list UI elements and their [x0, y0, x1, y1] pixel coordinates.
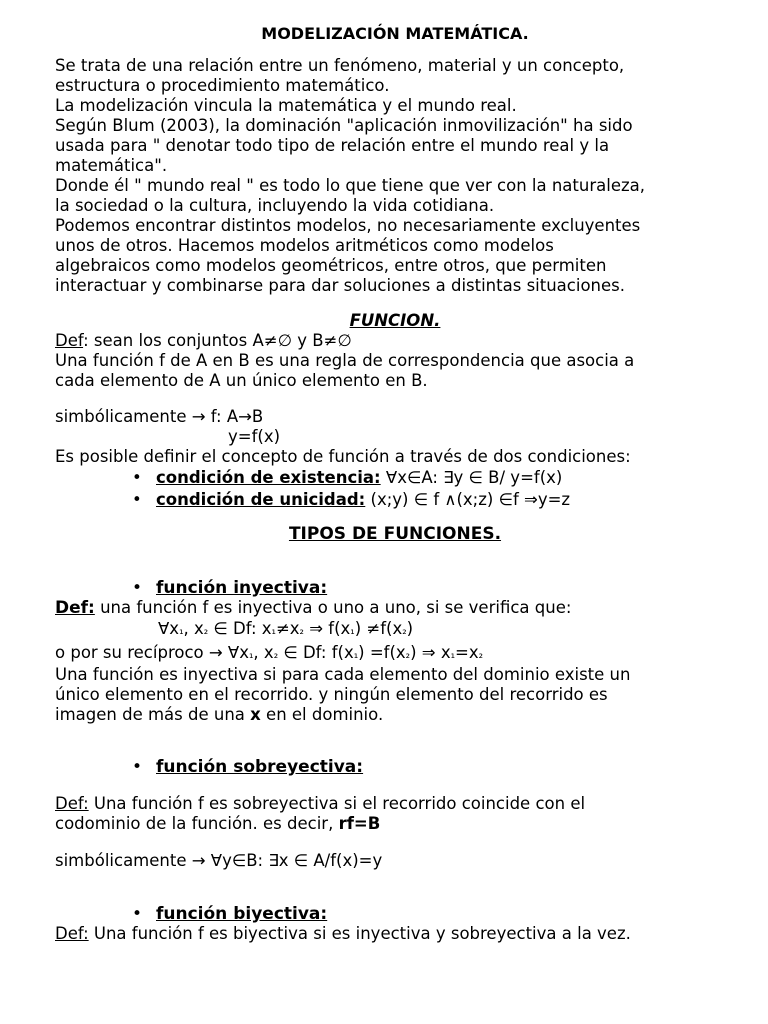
- formula-part: , x: [183, 619, 204, 638]
- text-part: imagen de más de una: [55, 705, 251, 724]
- text-part: codominio de la función. es decir,: [55, 814, 339, 833]
- text-part: en el dominio.: [260, 705, 384, 724]
- condition-item: [55, 490, 735, 510]
- sobreyectiva-line: [55, 814, 735, 834]
- tipos-heading: [55, 524, 735, 544]
- bullet-icon: •: [132, 757, 143, 777]
- funcion-heading-text: FUNCION.: [349, 311, 441, 330]
- sobreyectiva-title: [55, 757, 735, 777]
- intro-line: Podemos encontrar distintos modelos, no necesariamente excluyentes: [55, 216, 641, 235]
- intro-line: usada para " denotar todo tipo de relación entre el mundo real y la: [55, 136, 610, 155]
- intro-line: Según Blum (2003), la dominación "aplicación inmovilización" ha sido: [55, 116, 633, 135]
- formula-subscript: ₁: [350, 624, 355, 637]
- tipos-heading-text: TIPOS DE FUNCIONES.: [288, 524, 502, 544]
- def-label: Def:: [55, 924, 89, 943]
- intro-line: algebraicos como modelos geométricos, entre otros, que permiten: [55, 256, 607, 275]
- funcion-line: cada elemento de A un único elemento en B.: [55, 371, 428, 390]
- formula-part: ⇒ f(x: [303, 619, 351, 638]
- condition-formula: (x;y) ∈ f ∧(x;z) ∈f ⇒y=z: [365, 490, 571, 509]
- simbolicamente-line: simbólicamente → f: A→B: [55, 407, 264, 426]
- bold-formula: rf=B: [338, 814, 381, 833]
- biyectiva-title: [55, 904, 735, 924]
- condition-label: condición de unicidad:: [156, 490, 366, 509]
- condiciones-intro: Es posible definir el concepto de función a través de dos condiciones:: [55, 447, 631, 466]
- inyectiva-title-text: función inyectiva:: [156, 578, 328, 598]
- bullet-icon: •: [132, 904, 143, 924]
- formula-part: ) ⇒ x: [410, 643, 451, 662]
- formula-part: ∀x: [158, 619, 180, 638]
- funcion-line: Una función f de A en B es una regla de correspondencia que asocia a: [55, 351, 635, 370]
- formula-part: ) =f(x: [358, 643, 406, 662]
- intro-line: Donde él " mundo real " es todo lo que tiene que ver con la naturaleza,: [55, 176, 645, 195]
- sobreyectiva-def: [55, 794, 735, 814]
- def-text: Una función f es biyectiva si es inyectiva y sobreyectiva a la vez.: [88, 924, 631, 943]
- formula-part: =x: [455, 643, 479, 662]
- formula-subscript: ₁: [249, 648, 254, 661]
- formula-part: , x: [253, 643, 274, 662]
- inyectiva-text: [55, 705, 735, 725]
- document-page: [55, 24, 735, 944]
- intro-line: Se trata de una relación entre un fenómeno, material y un concepto,: [55, 56, 625, 75]
- def-text: : sean los conjuntos A≠∅ y B≠∅: [83, 331, 352, 350]
- def-label: Def: [55, 331, 84, 350]
- formula-part: ∈ Df: f(x: [278, 643, 354, 662]
- intro-line: La modelización vincula la matemática y el mundo real.: [55, 96, 517, 115]
- inyectiva-title: [55, 578, 735, 598]
- formula-subscript: ₁: [353, 648, 359, 661]
- formula-subscript: ₁: [271, 624, 276, 637]
- intro-line: interactuar y combinarse para dar soluciones a distintas situaciones.: [55, 276, 625, 295]
- formula-subscript: ₁: [179, 624, 184, 637]
- sobreyectiva-simbolicamente: simbólicamente → ∀y∈B: ∃x ∈ A/f(x)=y: [55, 851, 383, 870]
- bold-x: x: [250, 705, 261, 724]
- formula-part: ∈ Df: x: [208, 619, 272, 638]
- biyectiva-title-text: función biyectiva:: [156, 904, 328, 924]
- formula-part: o por su recíproco → ∀x: [55, 643, 249, 662]
- inyectiva-text: único elemento en el recorrido. y ningún elemento del recorrido es: [55, 685, 608, 704]
- formula-subscript: ₂: [478, 648, 484, 661]
- intro-line: unos de otros. Hacemos modelos aritméticos como modelos: [55, 236, 554, 255]
- def-text: Una función f es sobreyectiva si el recorrido coincide con el: [88, 794, 586, 813]
- condition-item: [55, 468, 735, 488]
- def-label: Def:: [55, 598, 95, 618]
- formula-subscript: ₂: [273, 648, 279, 661]
- def-text: una función f es inyectiva o uno a uno, si se verifica que:: [94, 598, 572, 617]
- formula-subscript: ₂: [299, 624, 304, 637]
- intro-paragraph: [55, 56, 735, 296]
- intro-line: matemática".: [55, 156, 168, 175]
- sobreyectiva-title-text: función sobreyectiva:: [156, 757, 364, 777]
- formula-subscript: ₁: [450, 648, 456, 661]
- document-title: MODELIZACIÓN MATEMÁTICA.: [261, 24, 529, 43]
- bullet-icon: •: [132, 578, 143, 598]
- simbolicamente-line-2: y=f(x): [228, 427, 281, 446]
- formula-subscript: ₂: [405, 648, 411, 661]
- inyectiva-formula-1: [55, 619, 735, 641]
- intro-line: estructura o procedimiento matemático.: [55, 76, 390, 95]
- bullet-icon: •: [132, 490, 142, 509]
- biyectiva-def: [55, 924, 735, 944]
- inyectiva-text: Una función es inyectiva si para cada elemento del dominio existe un: [55, 665, 631, 684]
- def-label: Def:: [55, 794, 89, 813]
- condition-label: condición de existencia:: [156, 468, 381, 487]
- formula-part: ) ≠f(x: [354, 619, 403, 638]
- inyectiva-def: [55, 598, 735, 618]
- formula-subscript: ₂: [203, 624, 209, 637]
- formula-subscript: ₂: [402, 624, 407, 637]
- bullet-icon: •: [132, 468, 142, 487]
- funcion-def: [55, 331, 735, 351]
- formula-part: ): [406, 619, 414, 638]
- intro-line: la sociedad o la cultura, incluyendo la vida cotidiana.: [55, 196, 495, 215]
- funcion-heading: [55, 311, 735, 331]
- formula-part: ≠x: [275, 619, 300, 638]
- condition-formula: ∀x∈A: ∃y ∈ B/ y=f(x): [380, 468, 563, 487]
- inyectiva-formula-2: [55, 643, 735, 665]
